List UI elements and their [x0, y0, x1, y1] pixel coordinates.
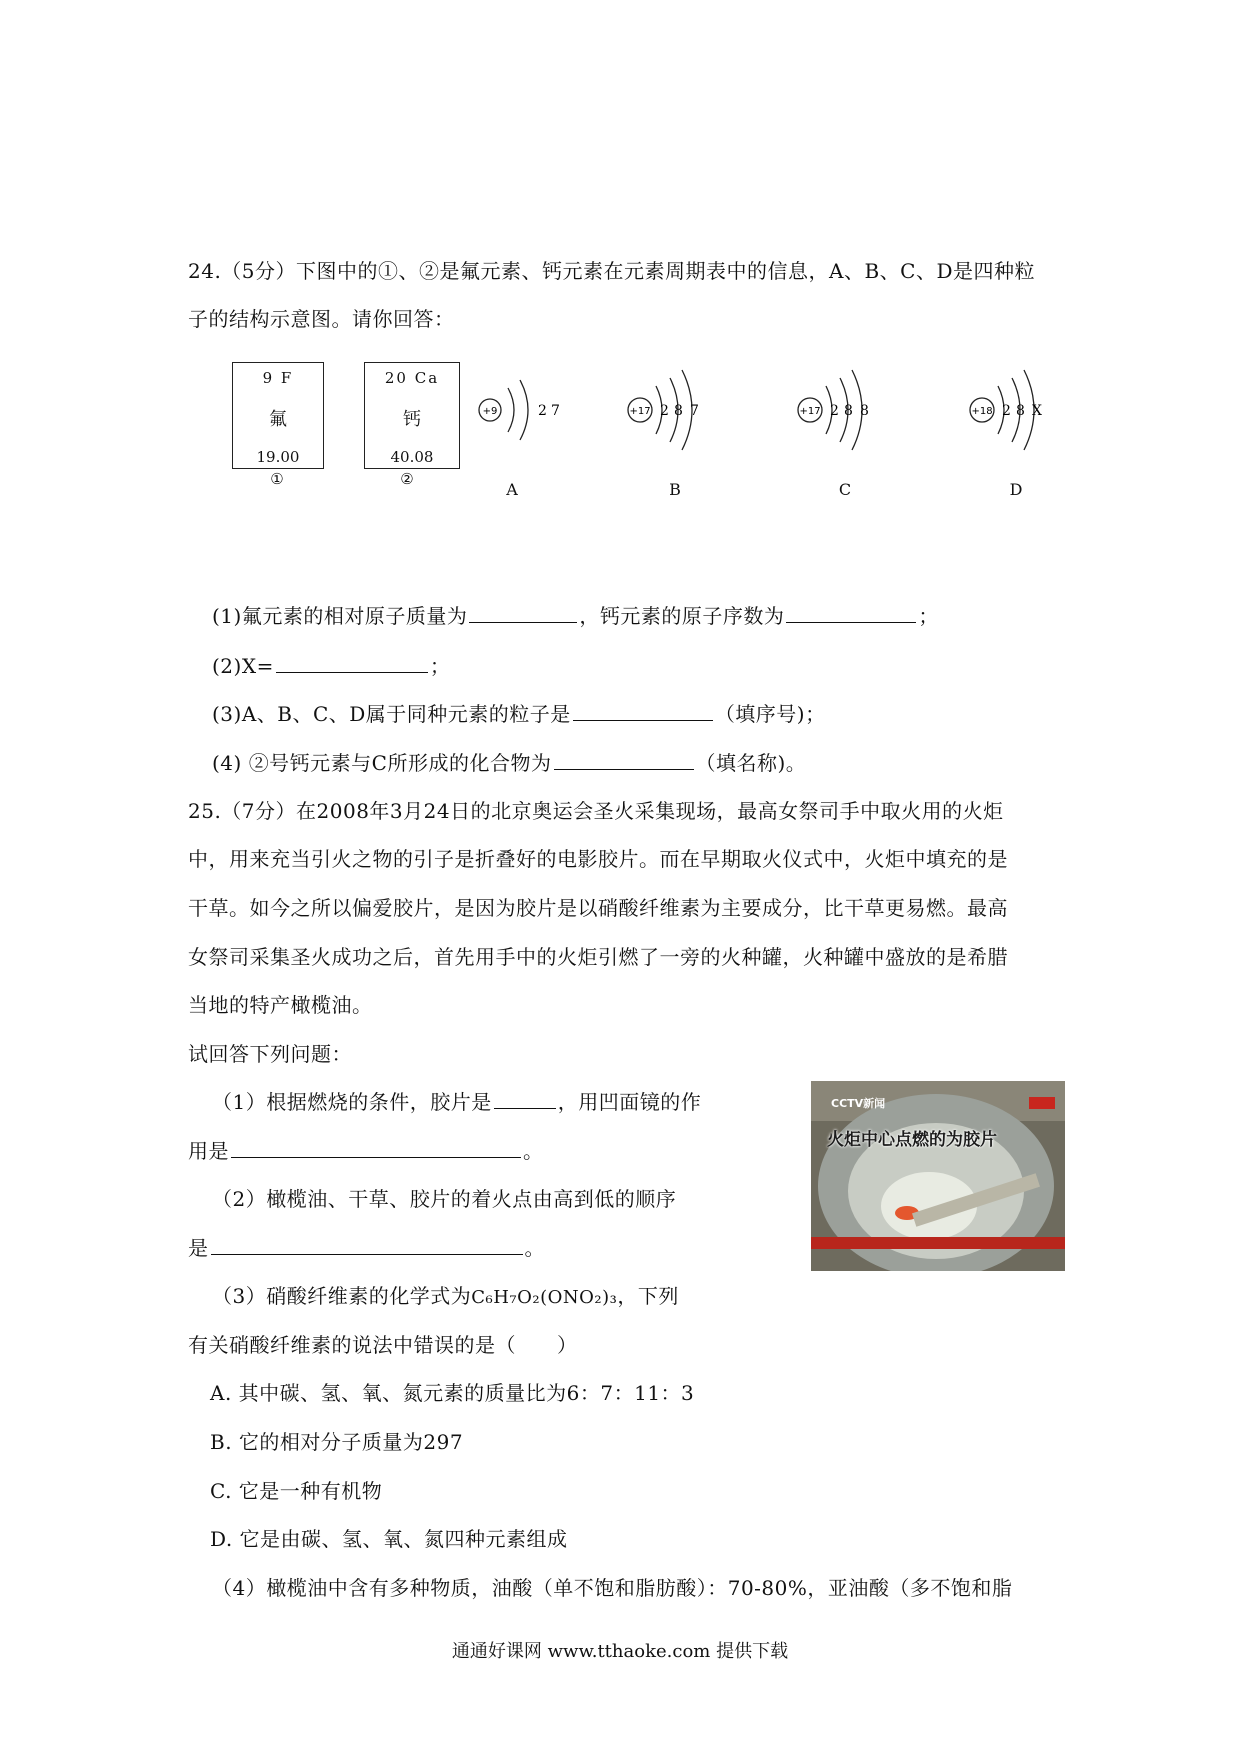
q25-line5: 当地的特产橄榄油。 — [188, 993, 373, 1017]
q25-s3-text2: ，下列 — [617, 1284, 679, 1308]
answer-blank[interactable] — [469, 604, 577, 623]
shell-electrons: 2 — [1002, 403, 1011, 419]
particle-label-a: A — [506, 480, 518, 499]
q25-s2: （2）橄榄油、干草、胶片的着火点由高到低的顺序 — [212, 1187, 677, 1211]
card-symbol: 20 Ca — [384, 369, 440, 387]
shell-electrons: 8 — [860, 403, 869, 419]
q25-s1-cont — [188, 1139, 544, 1163]
nucleus-charge: +17 — [629, 406, 651, 417]
q25-s1-text3: 用是 — [188, 1139, 229, 1163]
q24-sub3-end: （填序号)； — [714, 702, 826, 726]
q24-sub4-text: (4) ②号钙元素与C所形成的化合物为 — [212, 751, 552, 775]
shell-electrons: 7 — [690, 403, 699, 419]
answer-blank[interactable] — [573, 702, 713, 721]
q25-s3-cont: 有关硝酸纤维素的说法中错误的是（ ） — [188, 1333, 578, 1357]
answer-blank[interactable] — [276, 654, 428, 673]
photo-banner — [811, 1237, 1065, 1249]
q25-s1-end: 。 — [523, 1139, 544, 1163]
q24-sub1-end: ； — [918, 604, 939, 628]
q24-sub3 — [212, 702, 826, 726]
option-d: D. 它是由碳、氢、氧、氮四种元素组成 — [210, 1527, 568, 1551]
atom-diagram-c — [798, 370, 869, 450]
element-card-fluorine — [232, 362, 324, 469]
atom-structure-diagrams — [470, 355, 1050, 475]
answer-blank[interactable] — [211, 1236, 523, 1255]
card-caption-1: ① — [270, 470, 284, 488]
q25-s1 — [212, 1090, 701, 1114]
option-a: A. 其中碳、氢、氧、氮元素的质量比为6：7：11：3 — [210, 1381, 695, 1405]
answer-blank[interactable] — [554, 751, 694, 770]
q25-s2-text2: 是 — [188, 1236, 209, 1260]
q24-sub4-end: （填名称)。 — [695, 751, 807, 775]
shell-electrons: 2 — [538, 403, 547, 419]
nucleus-charge: +17 — [799, 406, 821, 417]
news-badge — [1029, 1097, 1055, 1109]
shell-arc — [520, 380, 528, 440]
q24-sub2 — [212, 654, 450, 678]
q24-line2: 子的结构示意图。请你回答： — [188, 307, 455, 331]
q25-line1: 25.（7分）在2008年3月24日的北京奥运会圣火采集现场，最高女祭司手中取火用的火炬 — [188, 799, 1004, 823]
particle-label-c: C — [838, 480, 852, 499]
card-name: 氟 — [269, 409, 287, 430]
particle-label-d: D — [1009, 480, 1023, 499]
card-caption-2: ② — [400, 470, 414, 488]
card-mass: 19.00 — [256, 448, 300, 466]
page-footer: 通通好课网 www.tthaoke.com 提供下载 — [451, 1641, 789, 1662]
q25-prompt: 试回答下列问题： — [188, 1042, 352, 1066]
q24-sub3-text: (3)A、B、C、D属于同种元素的粒子是 — [212, 702, 571, 726]
atom-diagram-a — [479, 380, 560, 440]
q25-s3 — [212, 1284, 679, 1310]
cctv-logo: CCTV新闻 — [831, 1097, 886, 1110]
q24-sub2-text: (2)X= — [212, 654, 274, 678]
q25-line3: 干草。如今之所以偏爱胶片，是因为胶片是以硝酸纤维素为主要成分，比干草更易燃。最高 — [188, 896, 1008, 920]
card-name: 钙 — [403, 409, 421, 430]
answer-blank[interactable] — [494, 1090, 556, 1109]
shell-electrons: 2 — [830, 403, 839, 419]
option-b: B. 它的相对分子质量为297 — [210, 1430, 464, 1454]
shell-electrons: X — [1032, 403, 1042, 419]
card-symbol: 9 F — [262, 369, 294, 387]
photo-caption: 火炬中心点燃的为胶片 — [827, 1130, 997, 1150]
atom-diagram-d — [970, 370, 1042, 450]
card-mass: 40.08 — [390, 448, 434, 466]
q24-sub1-text2: ，钙元素的原子序数为 — [579, 604, 785, 628]
answer-blank[interactable] — [786, 604, 916, 623]
q25-s2-cont — [188, 1236, 545, 1260]
shell-electrons: 7 — [551, 403, 560, 419]
q24-line1: 24.（5分）下图中的①、②是氟元素、钙元素在元素周期表中的信息，A、B、C、D是四种粒 — [188, 259, 1036, 283]
shell-electrons: 8 — [674, 403, 683, 419]
torch-photo — [811, 1081, 1065, 1271]
shell-electrons: 8 — [1016, 403, 1025, 419]
element-card-calcium — [364, 362, 460, 469]
nucleus-charge: +18 — [971, 406, 993, 417]
q25-line4: 女祭司采集圣火成功之后，首先用手中的火炬引燃了一旁的火种罐，火种罐中盛放的是希腊 — [188, 945, 1008, 969]
answer-blank[interactable] — [231, 1139, 521, 1158]
particle-label-b: B — [669, 480, 681, 499]
shell-electrons: 8 — [844, 403, 853, 419]
shell-arc — [508, 388, 514, 432]
q25-s4: （4）橄榄油中含有多种物质，油酸（单不饱和脂肪酸）：70-80%，亚油酸（多不饱和脂 — [212, 1576, 1013, 1600]
q25-s1-text2: ，用凹面镜的作 — [557, 1090, 702, 1114]
nucleus-charge: +9 — [482, 406, 498, 417]
q25-s1-text: （1）根据燃烧的条件，胶片是 — [212, 1090, 492, 1114]
chemical-formula: C₆H₇O₂(ONO₂)₃ — [471, 1287, 618, 1308]
q24-sub1 — [212, 604, 939, 628]
q24-sub1-text: (1)氟元素的相对原子质量为 — [212, 604, 468, 628]
shell-electrons: 2 — [660, 403, 669, 419]
q25-s2-end: 。 — [524, 1236, 545, 1260]
atom-diagram-b — [628, 370, 699, 450]
q24-sub2-end: ； — [429, 654, 451, 678]
q25-line2: 中，用来充当引火之物的引子是折叠好的电影胶片。而在早期取火仪式中，火炬中填充的是 — [188, 847, 1008, 871]
q25-s3-text: （3）硝酸纤维素的化学式为 — [212, 1284, 472, 1308]
q24-sub4 — [212, 751, 806, 775]
option-c: C. 它是一种有机物 — [210, 1479, 383, 1503]
